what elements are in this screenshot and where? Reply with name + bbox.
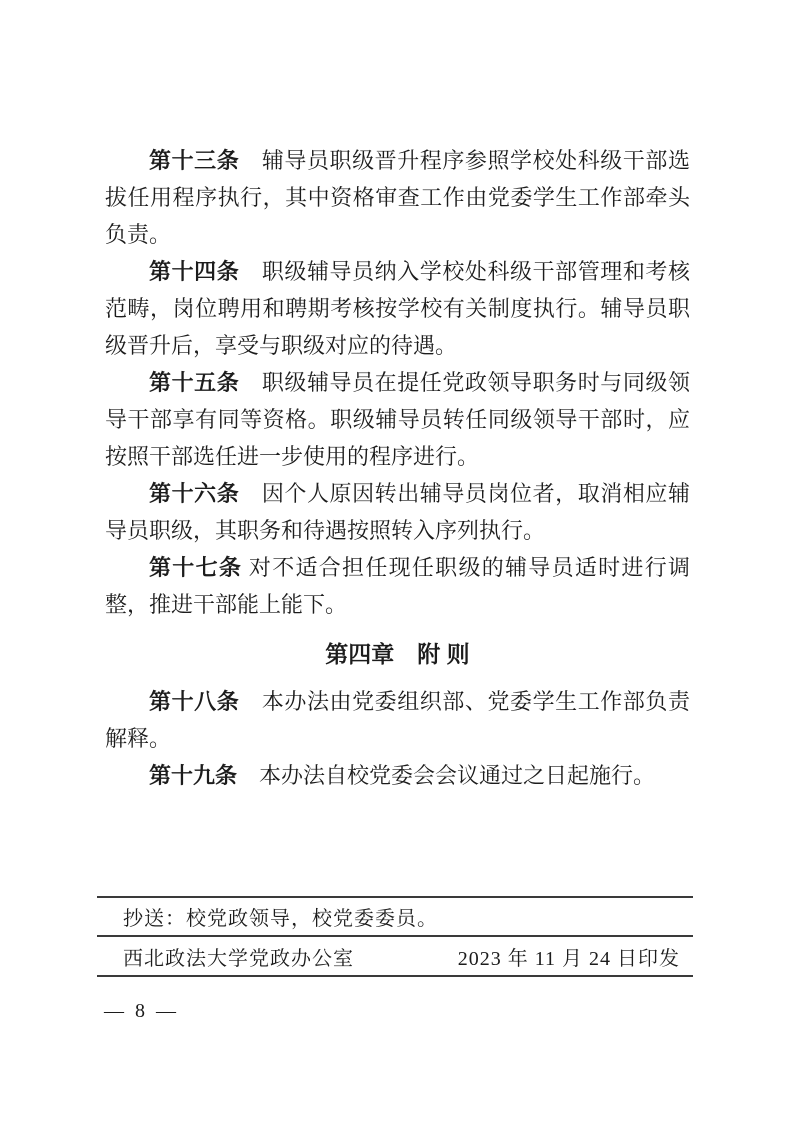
- article-text: 本办法由党委组织部、党委学生工作部负责解释。: [105, 689, 690, 751]
- issuing-office: 西北政法大学党政办公室: [123, 947, 354, 970]
- article-paragraph: [105, 364, 690, 475]
- article-separator: [242, 555, 249, 580]
- article-separator: [237, 763, 259, 788]
- article-paragraph: [105, 757, 690, 794]
- article-number: 第十八条: [149, 689, 240, 714]
- article-number: 第十五条: [149, 370, 240, 395]
- article-number: 第十三条: [149, 148, 240, 173]
- article-paragraph: [105, 142, 690, 253]
- article-paragraph: [105, 253, 690, 364]
- article-text: 因个人原因转出辅导员岗位者，取消相应辅导员职级，其职务和待遇按照转入序列执行。: [105, 481, 690, 543]
- document-body: [105, 142, 690, 794]
- article-text: 职级辅导员纳入学校处科级干部管理和考核范畴，岗位聘用和聘期考核按学校有关制度执行。辅导员职级晋升后，享受与职级对应的待遇。: [105, 259, 690, 358]
- article-paragraph: [105, 475, 690, 549]
- article-text: 辅导员职级晋升程序参照学校处科级干部选拔任用程序执行，其中资格审查工作由党委学生工作部牵头负责。: [105, 148, 690, 247]
- article-number: 第十七条: [149, 555, 243, 580]
- article-separator: [239, 689, 262, 714]
- article-number: 第十九条: [149, 763, 238, 788]
- article-number: 第十四条: [149, 259, 240, 284]
- colophon-rule-bottom: [97, 975, 693, 977]
- chapter-heading: 第四章 附 则: [325, 641, 470, 667]
- article-text: 对不适合担任现任职级的辅导员适时进行调整，推进干部能上能下。: [105, 555, 690, 617]
- article-separator: [239, 148, 262, 173]
- article-separator: [239, 259, 262, 284]
- article-paragraph: [105, 549, 690, 623]
- print-date: 2023 年 11 月 24 日印发: [457, 947, 680, 970]
- page-number: — 8 —: [104, 1000, 179, 1022]
- cc-line: 抄送：校党政领导，校党委委员。: [123, 908, 438, 930]
- colophon: [97, 896, 693, 977]
- article-text: 职级辅导员在提任党政领导职务时与同级领导干部享有同等资格。职级辅导员转任同级领导干部时，应按照干部选任进一步使用的程序进行。: [105, 370, 690, 469]
- article-separator: [239, 370, 262, 395]
- article-paragraph: [105, 683, 690, 757]
- issue-row: [97, 937, 693, 975]
- article-separator: [239, 481, 262, 506]
- article-text: 本办法自校党委会会议通过之日起施行。: [259, 763, 656, 788]
- article-number: 第十六条: [149, 481, 240, 506]
- cc-row: [97, 898, 693, 935]
